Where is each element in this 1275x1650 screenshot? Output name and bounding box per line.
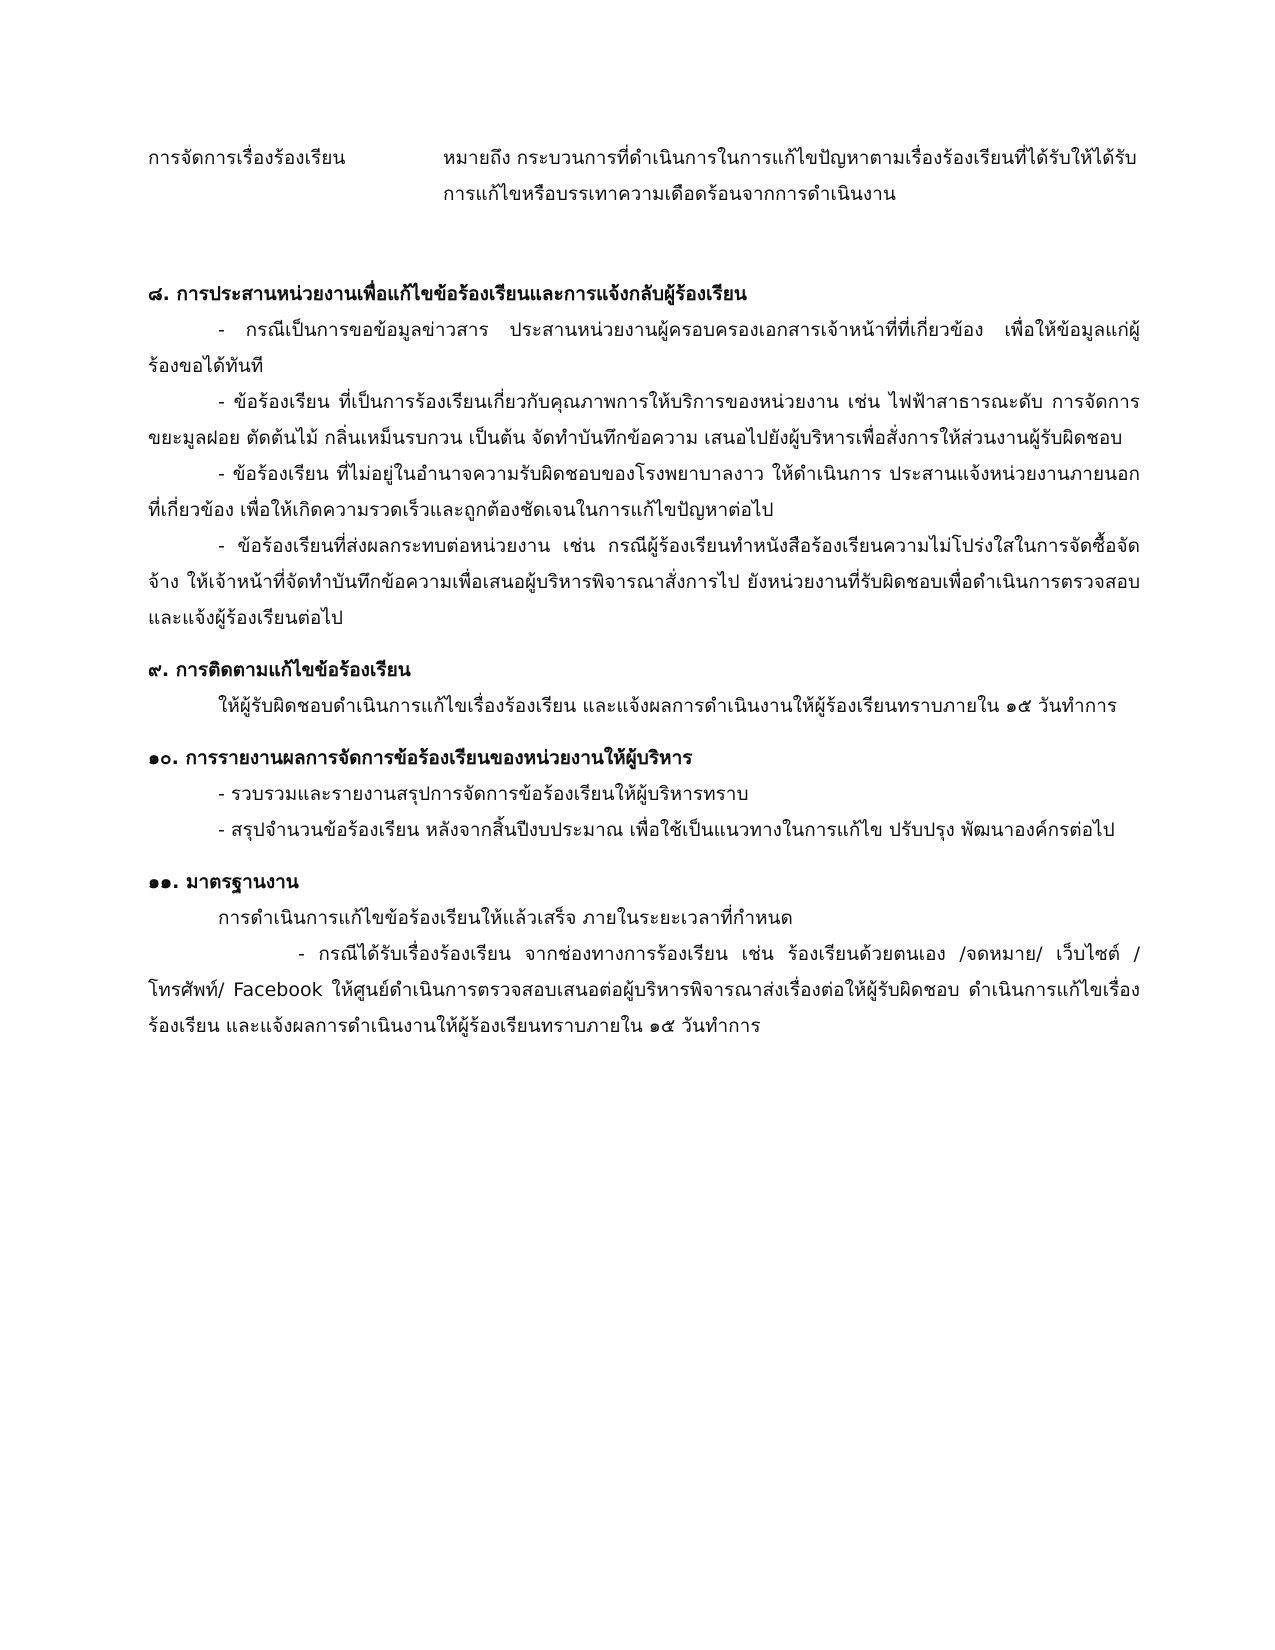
section-11-heading: ๑๑. มาตรฐานงาน	[148, 871, 299, 893]
section-9	[148, 652, 1140, 724]
section-9-heading: ๙. การติดตามแก้ไขข้อร้องเรียน	[148, 659, 411, 681]
section-8	[148, 276, 1140, 636]
section-9-paragraph: ให้ผู้รับผิดชอบดำเนินการแก้ไขเรื่องร้องเรียน และแจ้งผลการดำเนินงานให้ผู้ร้องเรียนทราบภายใน ๑๕ วันทำการ	[218, 695, 1118, 717]
section-8-paragraph: - ข้อร้องเรียน ที่ไม่อยู่ในอำนาจความรับผิดชอบของโรงพยาบาลงาว ให้ดำเนินการ ประสานแจ้งหน่วยงานภายนอกที่เกี่ยวข้อง เพื่อให้เกิดความรวดเร็วและถูกต้องชัดเจนในการแก้ไขปัญหาต่อไป	[148, 463, 1140, 521]
section-10-paragraph: - รวบรวมและรายงานสรุปการจัดการข้อร้องเรียนให้ผู้บริหารทราบ	[218, 783, 749, 805]
section-11-paragraph: - กรณีได้รับเรื่องร้องเรียน จากช่องทางการร้องเรียน เช่น ร้องเรียนด้วยตนเอง /จดหมาย/ เว็บไซต์ / โทรศัพท์/ Facebook ให้ศูนย์ดำเนินการตรวจสอบเสนอต่อผู้บริหารพิจารณาส่งเรื่องต่อให้ผู้รับผิดชอบ ดำเนินการแก้ไขเรื่องร้องเรียน และแจ้งผลการดำเนินงานให้ผู้ร้องเรียนทราบภายใน ๑๕ วันทำการ	[148, 943, 1140, 1037]
section-11-paragraph: การดำเนินการแก้ไขข้อร้องเรียนให้แล้วเสร็จ ภายในระยะเวลาที่กำหนด	[218, 907, 793, 929]
section-8-paragraph: - กรณีเป็นการขอข้อมูลข่าวสาร ประสานหน่วยงานผู้ครอบครองเอกสารเจ้าหน้าที่ที่เกี่ยวข้อง เพื่อให้ข้อมูลแก่ผู้ร้องขอได้ทันที	[148, 319, 1140, 377]
section-8-paragraph: - ข้อร้องเรียนที่ส่งผลกระทบต่อหน่วยงาน เช่น กรณีผู้ร้องเรียนทำหนังสือร้องเรียนความไม่โปร่งใสในการจัดซื้อจัดจ้าง ให้เจ้าหน้าที่จัดทำบันทึกข้อความเพื่อเสนอผู้บริหารพิจารณาสั่งการไป ยังหน่วยงานที่รับผิดชอบเพื่อดำเนินการตรวจสอบและแจ้งผู้ร้องเรียนต่อไป	[148, 535, 1140, 629]
document-page	[148, 140, 1140, 1060]
section-10-paragraph: - สรุปจำนวนข้อร้องเรียน หลังจากสิ้นปีงบประมาณ เพื่อใช้เป็นแนวทางในการแก้ไข ปรับปรุง พัฒนาองค์กรต่อไป	[218, 819, 1115, 841]
definition-description: หมายถึง กระบวนการที่ดำเนินการในการแก้ไขปัญหาตามเรื่องร้องเรียนที่ได้รับให้ได้รับการแก้ไขหรือบรรเทาความเดือดร้อนจากการดำเนินงาน	[443, 147, 1137, 205]
section-11	[148, 864, 1140, 1044]
section-10	[148, 740, 1140, 848]
section-8-heading: ๘. การประสานหน่วยงานเพื่อแก้ไขข้อร้องเรียนและการแจ้งกลับผู้ร้องเรียน	[148, 283, 747, 305]
section-10-heading: ๑๐. การรายงานผลการจัดการข้อร้องเรียนของหน่วยงานให้ผู้บริหาร	[148, 747, 693, 769]
definition-term: การจัดการเรื่องร้องเรียน	[148, 147, 346, 169]
definition-row	[148, 140, 1140, 212]
section-8-paragraph: - ข้อร้องเรียน ที่เป็นการร้องเรียนเกี่ยวกับคุณภาพการให้บริการของหน่วยงาน เช่น ไฟฟ้าสาธารณะดับ การจัดการขยะมูลฝอย ตัดต้นไม้ กลิ่นเหม็นรบกวน เป็นต้น จัดทำบันทึกข้อความ เสนอไปยังผู้บริหารเพื่อสั่งการให้ส่วนงานผู้รับผิดชอบ	[148, 391, 1140, 449]
